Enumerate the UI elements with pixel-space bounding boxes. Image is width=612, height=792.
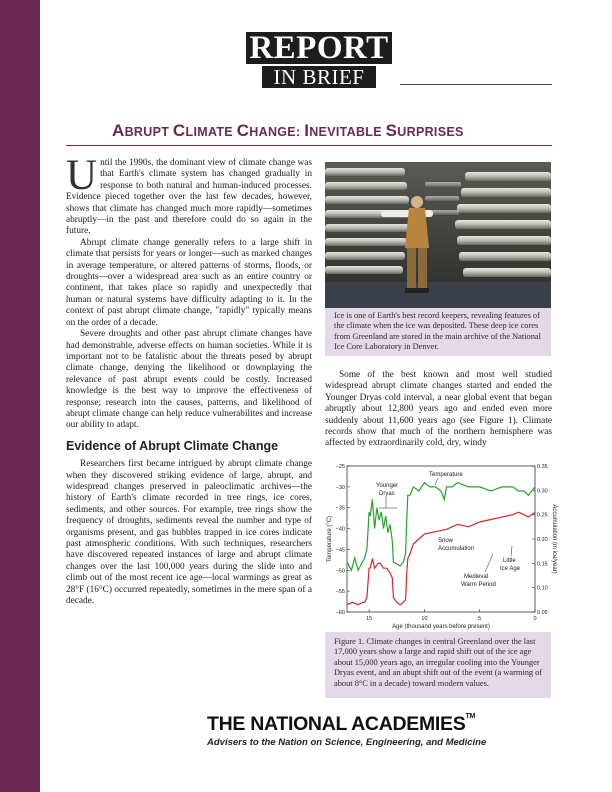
left-tick-label: −55	[335, 589, 345, 596]
annotation-mwp-2: Warm Period	[461, 582, 496, 588]
right-tick-label: 0.25	[537, 512, 548, 519]
page-title-smallcaps	[112, 120, 562, 142]
masthead-logo	[246, 32, 392, 90]
left-tick-label: −25	[335, 464, 345, 470]
intro-paragraph-1	[66, 152, 312, 238]
left-tick-label: −30	[335, 484, 345, 491]
masthead-rule	[400, 84, 552, 85]
climate-chart-svg	[325, 458, 555, 630]
left-column	[66, 152, 312, 607]
right-column	[325, 370, 552, 450]
left-tick-label: −60	[335, 610, 345, 616]
annotation-younger-dryas-2: Dryas	[379, 491, 395, 497]
sidebar-band	[0, 0, 40, 792]
y-axis-right-label: Accumulation (m ice/year)	[551, 504, 557, 574]
annotation-lia-1: Little	[503, 558, 516, 564]
right-tick-label: 0.35	[537, 464, 548, 470]
x-axis-label: Age (thousand years before present)	[392, 624, 490, 630]
intro-paragraph-3: Severe droughts and other past abrupt climate changes have had demonstrable, adverse effects on human societies. While it is important not to be fatalistic about the threats posed by abrupt climate change, denying the likelihood or downplaying the relevance of past abrupt events could be costly. Increased knowledge is the best way to improve the effectiveness of response; research into the causes, patterns, and likelihood of abrupt climate change can help reduce vulnerabilites and increase our ability to adapt.	[66, 329, 312, 431]
section-heading-evidence: Evidence of Abrupt Climate Change	[66, 438, 279, 453]
drop-cap: U	[66, 152, 98, 199]
annotation-younger-dryas-1: Younger	[376, 483, 399, 489]
x-tick-label: 5	[478, 616, 482, 622]
x-tick-label: 0	[533, 616, 537, 622]
title-rule	[66, 145, 552, 146]
national-academies-name: THE NATIONAL ACADEMIES	[207, 713, 466, 735]
ice-core-photo	[325, 162, 551, 308]
left-tick-label: −40	[335, 526, 345, 533]
figure-caption: Figure 1. Climate changes in central Greenland over the last 17,000 years show a large and rapid shift out of the ice age about 15,000 years ago, an irregular cooling into the Younger Dryas event, and an abupt shift out of the event (a warming of about 8°C in a decade) toward modern values.	[334, 637, 543, 688]
national-academies-logo	[207, 713, 475, 736]
national-academies-tagline: Advisers to the Nation on Science, Engineering, and Medicine	[207, 737, 487, 748]
right-tick-label: 0.15	[537, 561, 548, 568]
left-tick-label: −35	[335, 505, 345, 512]
right-tick-label: 0.20	[537, 537, 548, 543]
annotation-mwp-1: Medieval	[464, 574, 489, 580]
annotation-snow-2: Accumulation	[438, 546, 475, 552]
photo-caption: Ice is one of Earth's best record keepers, revealing features of the climate when the ice was deposited. These deep ice cores from Greenland are stored in the main archive of the National Ice Core Laboratory in Denver.	[334, 311, 541, 352]
right-paragraph-1: Some of the best known and most well studied widespread abrupt climate changes started and ended the Younger Dryas cold interval, a near global event that began abruptly about 12,800 years ago and ended even more suddenly about 11,600 years ago (see Figure 1). Climate records show that much of the northern hemisphere was affected by extraordinarily cold, dry, windy	[325, 370, 552, 449]
trademark-mark: TM	[465, 713, 475, 720]
masthead-in-brief: IN BRIEF	[262, 66, 376, 88]
evidence-paragraph-1: Researchers first became intrigued by abrupt climate change when they discovered striking evidence of large, abrupt, and widespread changes preserved in paleoclimatic archives—the history of Earth's climate recorded in tree rings, ice cores, sediments, and other sources. For example, tree rings show the frequency of droughts, sediments reveal the number and type of organisms present, and gas bubbles trapped in ice cores indicate past atmospheric conditions. With such techniques, researchers have discovered repeated instances of large and abrupt climate changes over the last 100,000 years during the slide into and climb out of the most recent ice age—local warmings as great as 28°F (16°C) occurred repeatedly, sometimes in the mere span of a decade.	[66, 459, 312, 607]
right-tick-label: 0.05	[537, 610, 548, 616]
left-tick-label: −45	[335, 547, 345, 554]
x-tick-label: 15	[366, 616, 373, 622]
ice-core-photo-illustration	[325, 162, 551, 308]
masthead-report: REPORT	[246, 32, 392, 64]
annotation-lia-2: Ice Age	[500, 566, 521, 572]
intro-paragraph-1-text: ntil the 1990s, the dominant view of climate change was that Earth's climate system has changed gradually in response to both natural and human-induced processes. Evidence pieced together over the last few decades, however, shows that climate has changed much more rapidly—sometimes abruptly—in the past and therefore could do so again in the future.	[66, 158, 312, 237]
right-tick-label: 0.30	[537, 488, 548, 495]
page-title	[112, 120, 562, 147]
figure-1-chart	[325, 458, 555, 630]
page-title-text: ABRUPT CLIMATE CHANGE: INEVITABLE SURPRISES	[112, 121, 464, 140]
intro-paragraph-2: Abrupt climate change generally refers to a large shift in climate that persists for years or longer—such as marked changes in average temperature, or altered patterns of storms, floods, or droughts—over a widespread area such as an entire country or continent, that takes place so rapidly and unexpectedly that human or natural systems have difficulty adapting to it. In the context of past abrupt climate change, "rapidly" typically means on the order of a decade.	[66, 237, 312, 328]
annotation-temperature: Temperature	[429, 472, 463, 478]
y-axis-left-label: Temperature (°C)	[327, 515, 333, 563]
x-tick-label: 10	[421, 616, 428, 622]
right-tick-label: 0.10	[537, 585, 548, 592]
annotation-snow-1: Snow	[438, 538, 454, 544]
left-tick-label: −50	[335, 568, 345, 575]
